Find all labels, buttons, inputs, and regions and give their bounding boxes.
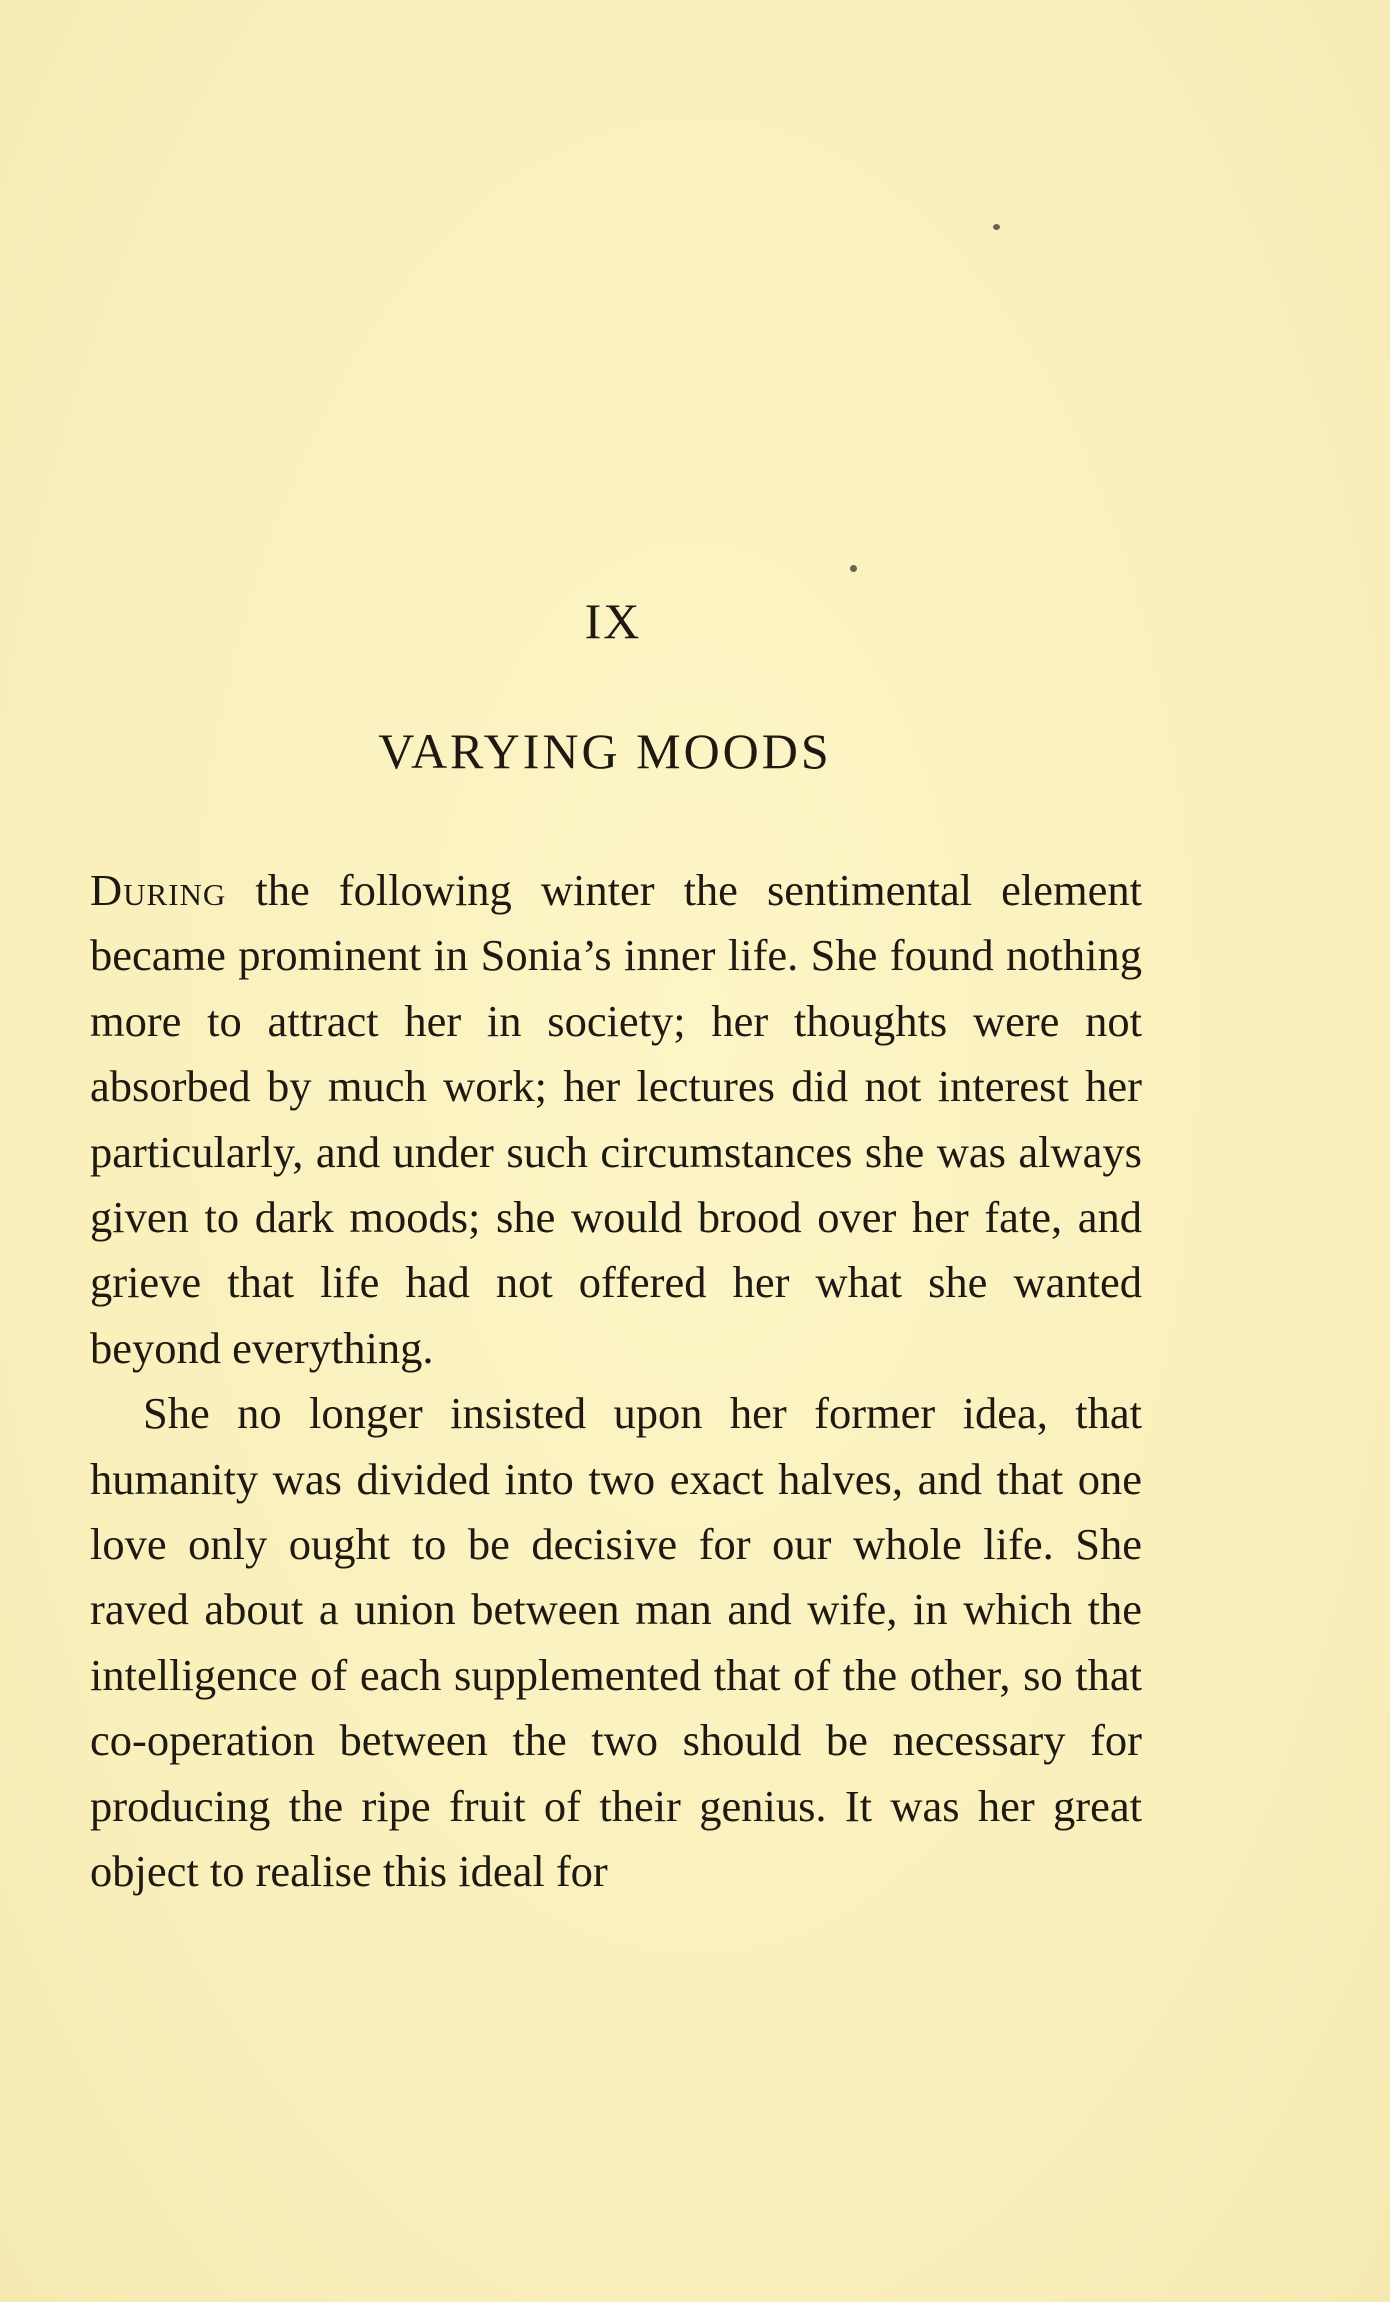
body-text (90, 858, 1142, 1905)
paragraph-text: the following winter the sentimental element became prominent in Sonia’s inner life. She found nothing more to attract her in society; her thoughts were not absorbed by much work; her lectures did not interest her particularly, and under such circumstances she was always given to dark moods; she would brood over her fate, and grieve that life had not offered her what she wanted beyond everything. (90, 865, 1142, 1373)
paper-speck (993, 224, 1000, 230)
paragraph-text: She no longer insisted upon her former idea, that humanity was divided into two exact halves, and that one love only ought to be decisive for our whole life. She raved about a union between man and wife, in which the intelligence of each supplemented that of the other, so that co-operation between the two should be necessary for producing the ripe fruit of their genius. It was her great object to realise this ideal for (90, 1388, 1142, 1897)
drop-lead-word: During (90, 865, 227, 915)
paragraph (90, 858, 1142, 1381)
chapter-title: VARYING MOODS (378, 723, 832, 779)
chapter-number: IX (584, 593, 642, 649)
paragraph (90, 1381, 1142, 1904)
paper-speck (850, 565, 857, 572)
